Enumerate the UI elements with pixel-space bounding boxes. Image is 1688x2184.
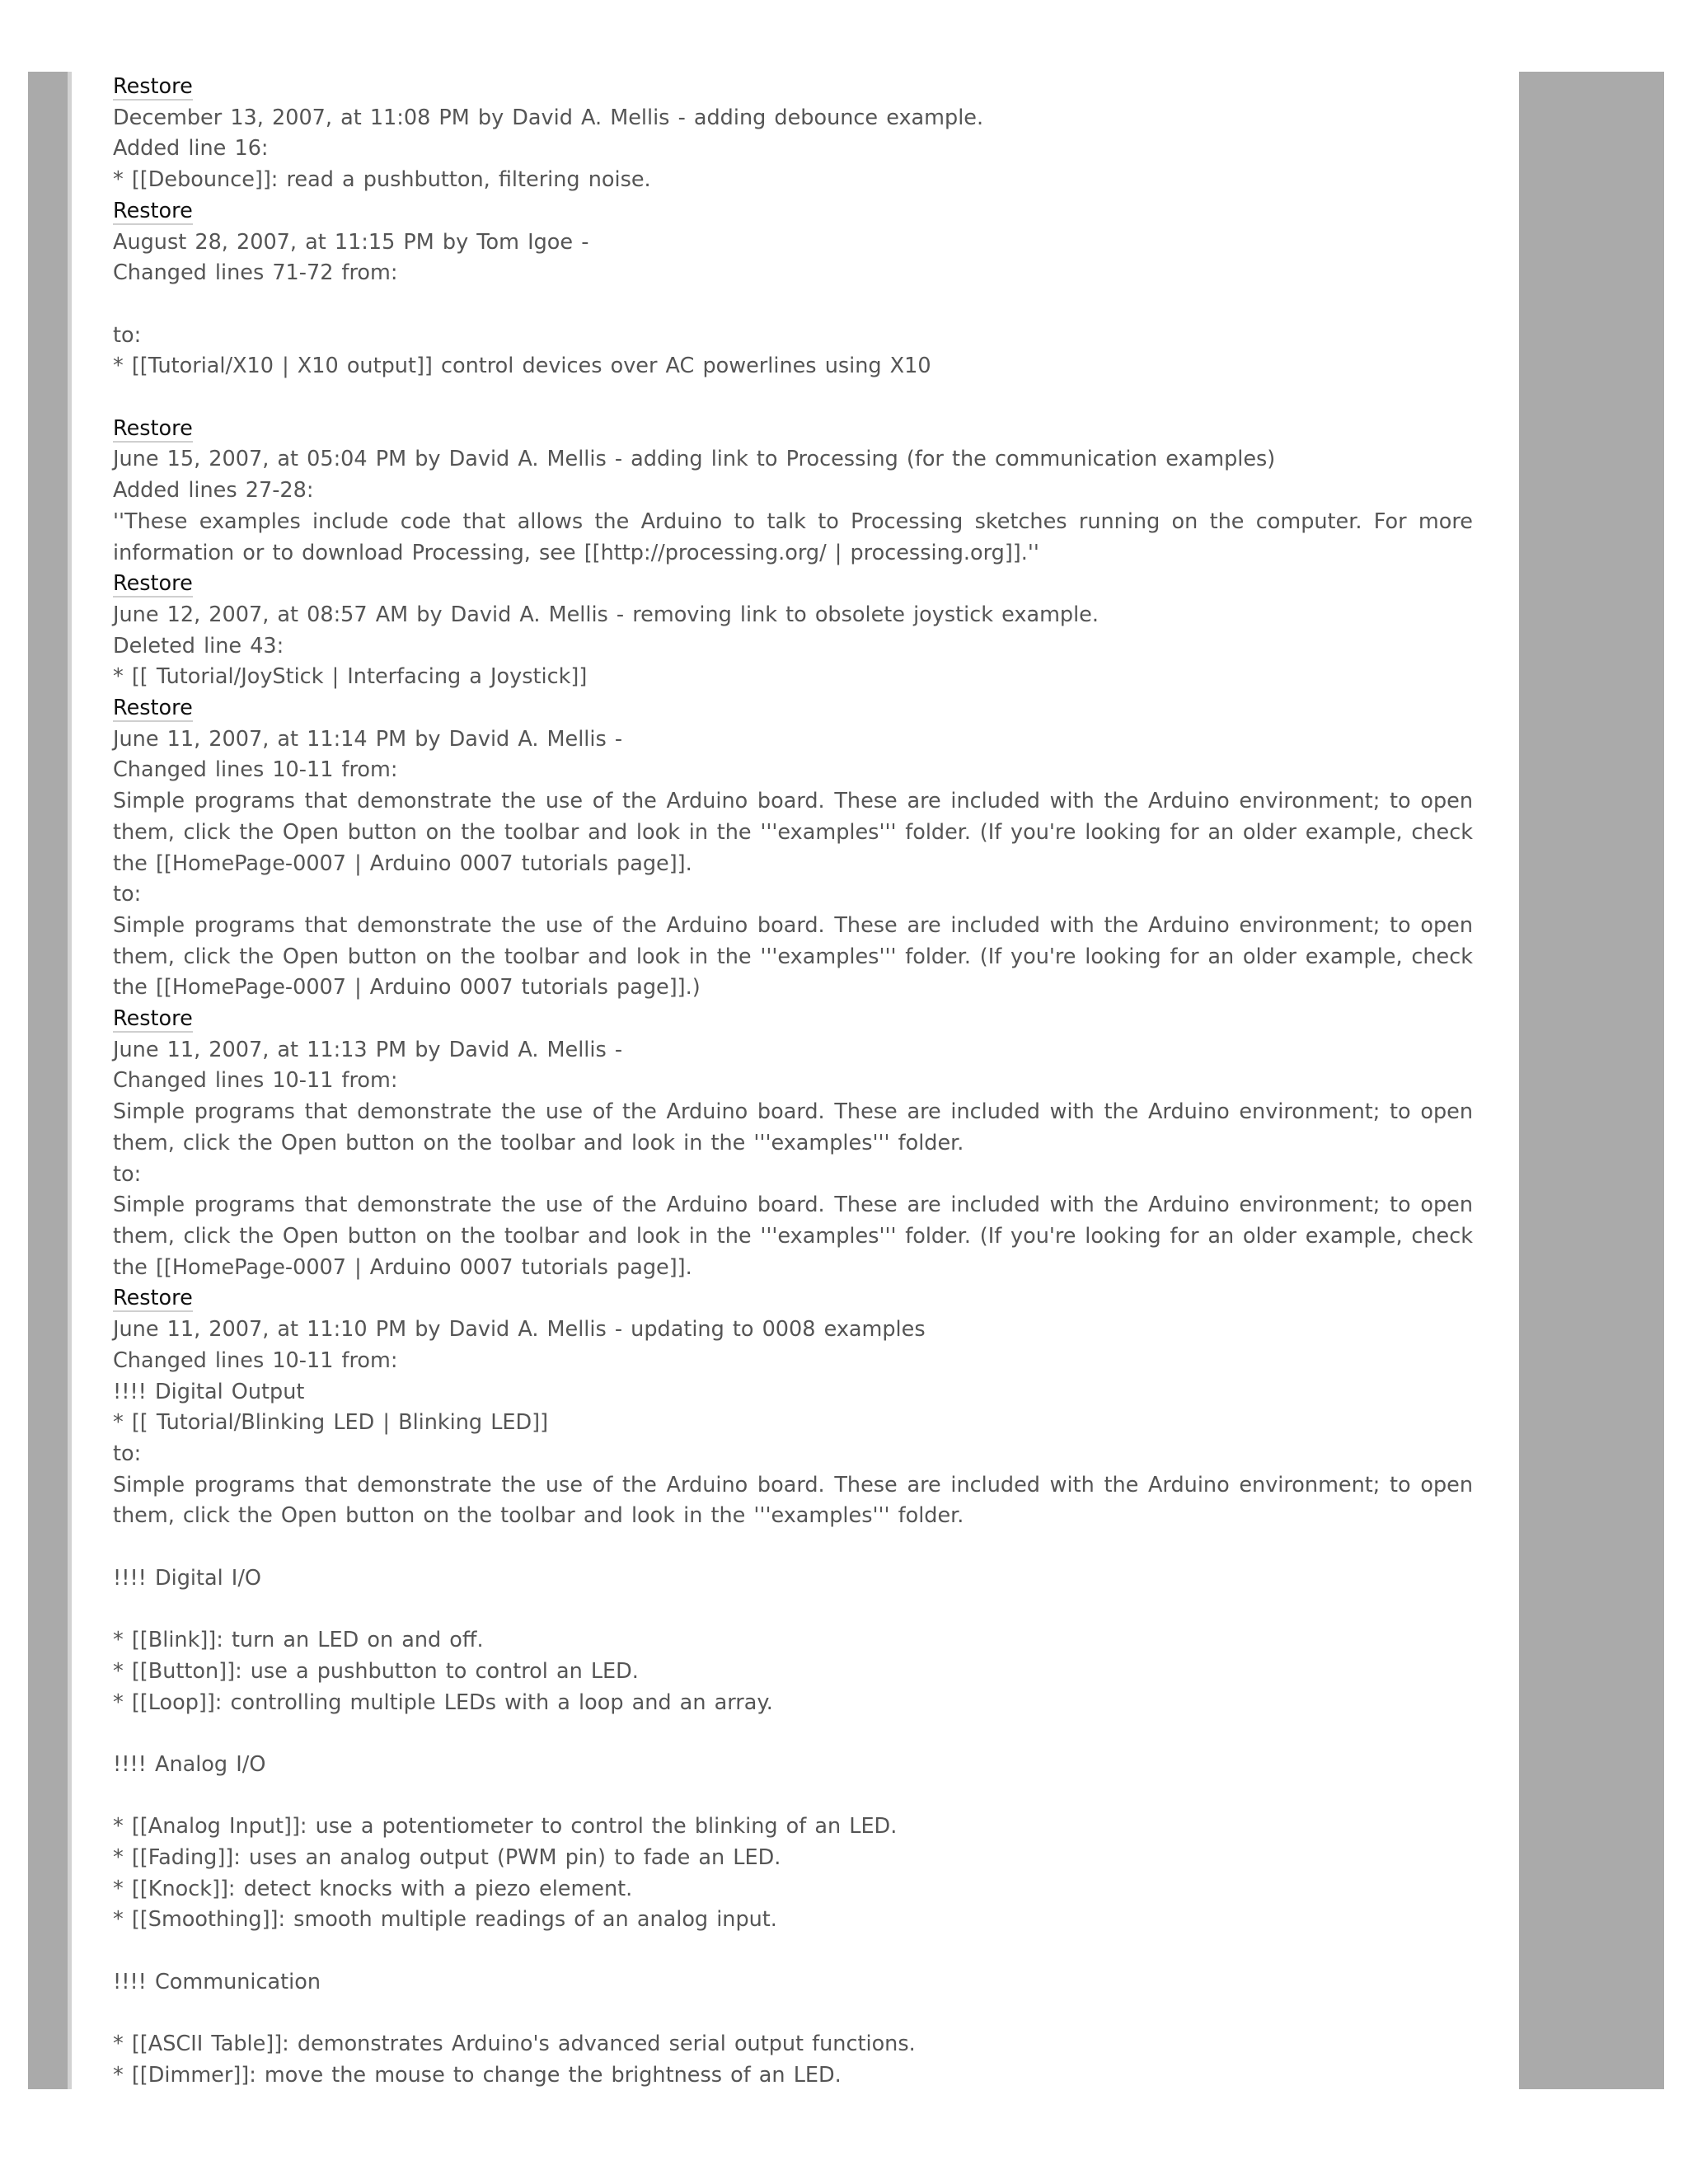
restore-link[interactable]: Restore <box>113 696 193 721</box>
blank-line <box>113 1532 1473 1563</box>
revision-text-line: Simple programs that demonstrate the use of the Arduino board. These are included with the Arduino environment; to open them, click the Open button on the toolbar and look in the '''examples''' folder. (If you're looking for an older example, check the [[HomePage-0007 | Arduino 0007 tutorials page]]. <box>113 1193 1482 1280</box>
revision-entry <box>113 414 1482 569</box>
revision-text-line: * [[ Tutorial/JoyStick | Interfacing a Joystick]] <box>113 664 588 690</box>
revision-text-line: Changed lines 10-11 from: <box>113 1068 398 1094</box>
revision-text-line: to: <box>113 882 142 907</box>
revision-text-line: to: <box>113 1161 142 1187</box>
revision-text-line: * [[Knock]]: detect knocks with a piezo element. <box>113 1876 633 1901</box>
revision-text-line: * [[Blink]]: turn an LED on and off. <box>113 1628 484 1653</box>
revision-text-line: Simple programs that demonstrate the use of the Arduino board. These are included with the Arduino environment; to open them, click the Open button on the toolbar and look in the '''examples''' folder. (If you're looking for an older example, check the [[HomePage-0007 | Arduino 0007 tutorials page]]. <box>113 789 1482 876</box>
revision-text-line: Changed lines 10-11 from: <box>113 757 398 783</box>
revision-text-line: * [[Debounce]]: read a pushbutton, filtering noise. <box>113 167 651 193</box>
revision-text-line: * [[Fading]]: uses an analog output (PWM pin) to fade an LED. <box>113 1844 781 1870</box>
revision-history <box>113 72 1482 2092</box>
revision-entry <box>113 1004 1482 1283</box>
blank-line <box>113 1936 1473 1967</box>
restore-link[interactable]: Restore <box>113 74 193 99</box>
blank-line <box>113 289 1473 321</box>
restore-row <box>113 693 1473 724</box>
revision-text-line: June 11, 2007, at 11:13 PM by David A. Mellis - <box>113 1037 623 1062</box>
restore-row <box>113 196 1473 227</box>
revision-text-line: * [[Smoothing]]: smooth multiple readings of an analog input. <box>113 1907 777 1933</box>
restore-link[interactable]: Restore <box>113 1006 193 1032</box>
restore-link[interactable]: Restore <box>113 1286 193 1311</box>
restore-row <box>113 1004 1473 1035</box>
restore-row <box>113 72 1473 103</box>
blank-line <box>113 1998 1473 2029</box>
revision-entry <box>113 72 1473 196</box>
restore-link[interactable]: Restore <box>113 571 193 597</box>
revision-text-line: ''These examples include code that allows the Arduino to talk to Processing sketches running on the computer. For more information or to download Processing, see [[http://processing.org/ | processing.org]].'' <box>113 509 1482 565</box>
blank-line <box>113 1718 1473 1750</box>
revision-entry <box>113 196 1473 414</box>
revision-text-line: * [[Analog Input]]: use a potentiometer to control the blinking of an LED. <box>113 1814 898 1840</box>
revision-text-line: * [[Button]]: use a pushbutton to control an LED. <box>113 1658 639 1684</box>
revision-entry <box>113 569 1473 693</box>
revision-text-line: to: <box>113 322 142 348</box>
revision-text-line: June 11, 2007, at 11:10 PM by David A. Mellis - updating to 0008 examples <box>113 1317 926 1343</box>
revision-text-line: * [[Dimmer]]: move the mouse to change the brightness of an LED. <box>113 2062 842 2088</box>
revision-text-line: June 15, 2007, at 05:04 PM by David A. Mellis - adding link to Processing (for the communication examples) <box>113 447 1276 472</box>
revision-entry <box>113 693 1482 1004</box>
revision-text-line: !!!! Communication <box>113 1969 321 1994</box>
revision-text-line: Changed lines 10-11 from: <box>113 1347 398 1373</box>
revision-text-line: Simple programs that demonstrate the use of the Arduino board. These are included with the Arduino environment; to open them, click the Open button on the toolbar and look in the '''examples''' folder. <box>113 1472 1482 1529</box>
revision-text-line: Added lines 27-28: <box>113 478 314 504</box>
revision-text-line: December 13, 2007, at 11:08 PM by David A. Mellis - adding debounce example. <box>113 105 984 130</box>
revision-text-line: Simple programs that demonstrate the use of the Arduino board. These are included with the Arduino environment; to open them, click the Open button on the toolbar and look in the '''examples''' folder. <box>113 1099 1482 1155</box>
revision-text-line: !!!! Digital Output <box>113 1379 305 1404</box>
revision-text-line: Added line 16: <box>113 136 269 162</box>
restore-link[interactable]: Restore <box>113 198 193 223</box>
right-sidebar-bar <box>1519 72 1664 2089</box>
revision-text-line: June 12, 2007, at 08:57 AM by David A. Mellis - removing link to obsolete joystick example. <box>113 602 1099 627</box>
revision-text-line: !!!! Digital I/O <box>113 1565 261 1591</box>
revision-text-line: * [[Loop]]: controlling multiple LEDs with a loop and an array. <box>113 1690 773 1715</box>
revision-text-line: August 28, 2007, at 11:15 PM by Tom Igoe - <box>113 229 589 255</box>
revision-text-line: * [[ Tutorial/Blinking LED | Blinking LED]] <box>113 1410 549 1436</box>
restore-row <box>113 569 1473 600</box>
revision-text-line: June 11, 2007, at 11:14 PM by David A. Mellis - <box>113 726 623 752</box>
revision-text-line: !!!! Analog I/O <box>113 1751 266 1777</box>
left-sidebar-bar <box>28 72 72 2089</box>
revision-text-line: Deleted line 43: <box>113 633 284 658</box>
blank-line <box>113 1781 1473 1812</box>
restore-row <box>113 414 1473 445</box>
restore-row <box>113 1283 1473 1315</box>
revision-entry <box>113 1283 1482 2091</box>
revision-text-line: Simple programs that demonstrate the use of the Arduino board. These are included with the Arduino environment; to open them, click the Open button on the toolbar and look in the '''examples''' folder. (If you're looking for an older example, check the [[HomePage-0007 | Arduino 0007 tutorials page]].) <box>113 912 1482 1001</box>
blank-line <box>113 1594 1473 1625</box>
blank-line <box>113 382 1473 414</box>
restore-link[interactable]: Restore <box>113 415 193 441</box>
revision-text-line: to: <box>113 1441 142 1466</box>
revision-text-line: * [[Tutorial/X10 | X10 output]] control devices over AC powerlines using X10 <box>113 354 931 379</box>
revision-text-line: Changed lines 71-72 from: <box>113 260 398 286</box>
revision-text-line: * [[ASCII Table]]: demonstrates Arduino's advanced serial output functions. <box>113 2032 916 2057</box>
